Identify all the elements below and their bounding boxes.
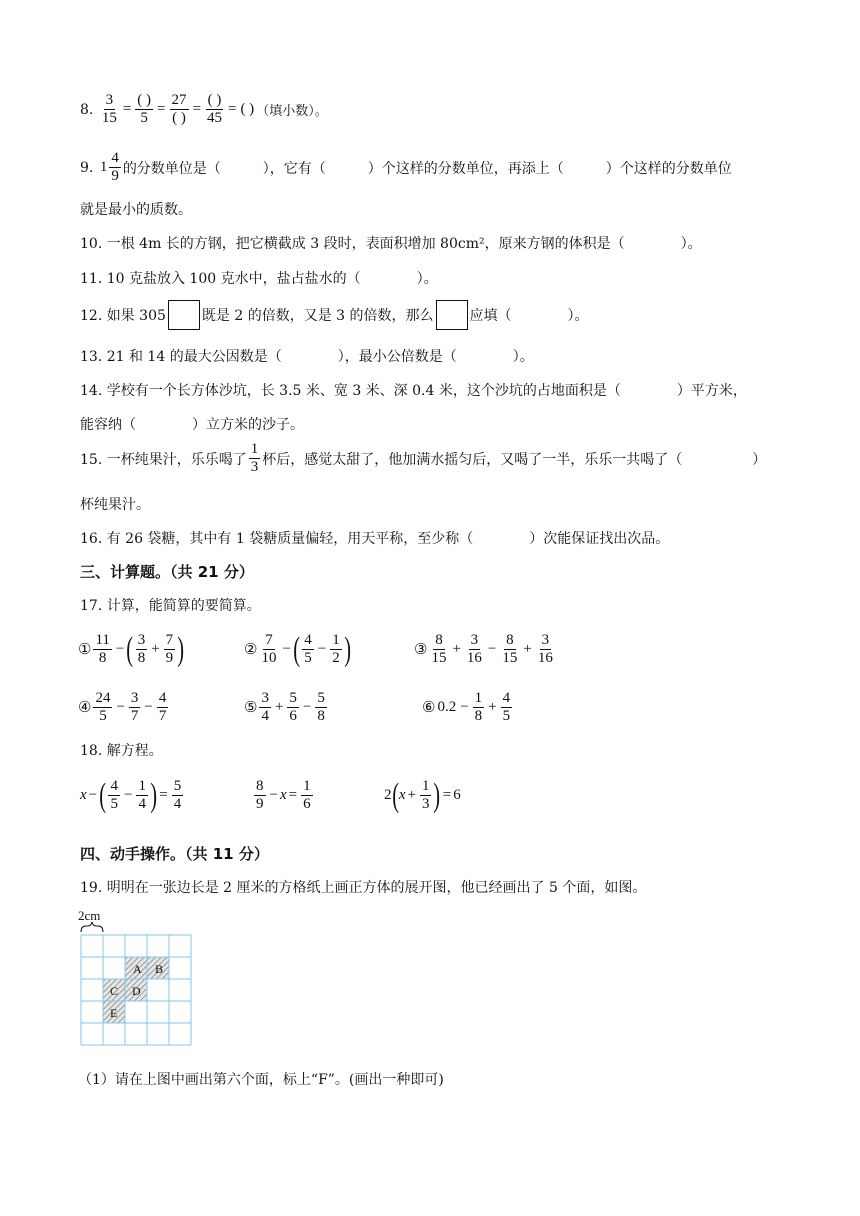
variable: x	[279, 787, 287, 803]
item-marker: ②	[244, 642, 258, 658]
fraction: $\frac{4}{9}$	[111, 150, 119, 184]
coefficient: 2	[384, 787, 392, 803]
result-value: 6	[453, 787, 461, 803]
fraction: $\frac{( )}{5}$	[137, 92, 152, 126]
question-15-line2	[80, 494, 150, 514]
fraction: $\frac{4}{5}$	[304, 632, 312, 666]
question-17	[80, 595, 261, 615]
fraction: $\frac{1}{3}$	[421, 778, 430, 812]
equals-sign: =	[227, 101, 237, 117]
question-text: 的分数单位是（ ），它有（ ）个这样的分数单位，再添上（ ）个这样的分数单位	[122, 160, 732, 177]
calc-2: ② $\frac{7}{10}$ − ( $\frac{4}{5}$ − $\frac{1}{2}$ )	[244, 630, 351, 668]
calc-6: ⑥ 0.2 − $\frac{1}{8}$ + $\frac{4}{5}$	[422, 690, 511, 724]
question-13	[80, 346, 534, 366]
fraction: $\frac{7}{9}$	[165, 632, 174, 666]
label-a: A	[133, 962, 142, 976]
fraction: $\frac{5}{4}$	[173, 778, 182, 812]
grid-figure	[78, 908, 203, 1054]
question-text: 杯纯果汁。	[80, 497, 150, 513]
fraction: $\frac{7}{10}$	[261, 632, 277, 666]
item-marker: ⑤	[244, 700, 258, 716]
question-text: 15. 一杯纯果汁，乐乐喝了	[80, 451, 247, 468]
fraction: $\frac{5}{8}$	[317, 690, 325, 724]
question-text: 能容纳（ ）立方米的沙子。	[80, 417, 304, 433]
fraction: $\frac{3}{8}$	[137, 632, 146, 666]
question-19-part-1	[78, 1069, 444, 1089]
question-text: 12. 如果 305	[80, 308, 166, 324]
question-text: 应填（ ）。	[469, 308, 589, 324]
fraction: $\frac{24}{5}$	[95, 690, 111, 724]
fraction: $\frac{8}{9}$	[256, 778, 264, 812]
question-text: （1）请在上图中画出第六个面，标上“F”。(画出一种即可)	[78, 1072, 444, 1088]
fraction: $\frac{4}{5}$	[502, 690, 511, 724]
calc-3: ③ $\frac{8}{15}$ + $\frac{3}{16}$ − $\frac{8}{15}$ + $\frac{3}{16}$	[414, 632, 553, 666]
question-10	[80, 233, 702, 253]
fraction: $\frac{3}{15}$	[101, 92, 117, 126]
question-text: 16. 有 26 袋糖，其中有 1 袋糖质量偏轻，用天平称，至少称（ ）次能保证找出次品。	[80, 531, 670, 547]
question-11	[80, 268, 438, 288]
question-number: 8.	[80, 101, 94, 118]
decimal-term: 0.2	[437, 699, 457, 715]
fraction: $\frac{( )}{45}$	[206, 92, 222, 126]
fraction: $\frac{27}{( )}$	[171, 92, 187, 126]
item-marker: ④	[78, 700, 92, 716]
question-16	[80, 528, 669, 548]
answer-box[interactable]	[436, 300, 468, 330]
cube-net-grid[interactable]	[78, 908, 203, 1050]
equals-sign: =	[122, 101, 132, 117]
question-18	[80, 740, 163, 760]
question-text: 11. 10 克盐放入 100 克水中，盐占盐水的（ ）。	[80, 271, 438, 287]
question-text: 13. 21 和 14 的最大公因数是（ ），最小公倍数是（ ）。	[80, 349, 534, 365]
question-text: 10. 一根 4m 长的方钢，把它横截成 3 段时，表面积增加 80cm²，原来方钢的体积是（ ）。	[80, 236, 702, 252]
section-heading: 四、动手操作。（共 11 分）	[80, 845, 269, 863]
fraction: $\frac{1}{8}$	[474, 690, 483, 724]
equation-3: 2 ( x + $\frac{1}{3}$ ) = 6	[384, 776, 461, 814]
equation-2: $\frac{8}{9}$ − x = $\frac{1}{6}$	[256, 778, 311, 812]
calc-5: ⑤ $\frac{3}{4}$ + $\frac{5}{6}$ − $\frac{5}{8}$	[244, 690, 325, 724]
question-text: 杯后，感觉太甜了，他加满水摇匀后，又喝了一半，乐乐一共喝了（ ）	[262, 451, 767, 468]
scale-label: 2cm	[78, 908, 101, 923]
fraction: $\frac{1}{3}$	[250, 441, 259, 475]
fraction: $\frac{1}{2}$	[332, 632, 340, 666]
question-text: 就是最小的质数。	[80, 202, 192, 218]
question-text: 14. 学校有一个长方体沙坑，长 3.5 米、宽 3 米、深 0.4 米，这个沙坑的占地面积是（ ）平方米，	[80, 383, 747, 399]
label-e: E	[110, 1006, 118, 1020]
question-9	[80, 150, 732, 185]
answer-box[interactable]	[168, 300, 200, 330]
question-12	[80, 300, 589, 330]
fraction: $\frac{8}{15}$	[431, 632, 447, 666]
question-9-line2	[80, 199, 192, 219]
equals-sign: =	[157, 101, 166, 117]
fraction: $\frac{8}{15}$	[502, 632, 518, 666]
equation-1: x − ( $\frac{4}{5}$ − $\frac{1}{4}$ ) = $\frac{5}{4}$	[80, 776, 182, 814]
answer-blank[interactable]: ( )	[240, 101, 255, 117]
question-text: 17. 计算，能简算的要简算。	[80, 598, 261, 614]
equals-sign: =	[192, 101, 201, 117]
item-marker: ①	[78, 642, 92, 658]
fraction: $\frac{4}{7}$	[158, 690, 167, 724]
question-text: 18. 解方程。	[80, 743, 163, 759]
scale-brace	[81, 922, 103, 932]
question-14	[80, 380, 747, 400]
question-14-line2	[80, 414, 304, 434]
question-text: 19. 明明在一张边长是 2 厘米的方格纸上画正方体的展开图，他已经画出了 5 个面，如图。	[80, 880, 647, 896]
question-19	[80, 877, 646, 897]
fraction: $\frac{1}{6}$	[303, 778, 311, 812]
variable: x	[80, 787, 87, 803]
fraction: $\frac{3}{4}$	[261, 690, 269, 724]
label-d: D	[132, 984, 141, 998]
question-text: （填小数）。	[256, 104, 328, 119]
fraction: $\frac{4}{5}$	[110, 778, 118, 812]
fraction: $\frac{11}{8}$	[95, 632, 110, 666]
label-c: C	[110, 984, 119, 998]
calc-4: ④ $\frac{24}{5}$ − $\frac{3}{7}$ − $\frac{4}{7}$	[78, 690, 167, 724]
question-number: 9.	[80, 159, 94, 176]
fraction: $\frac{3}{16}$	[537, 632, 553, 666]
question-8	[80, 92, 328, 127]
variable: x	[398, 787, 406, 803]
fraction: $\frac{1}{4}$	[138, 778, 146, 812]
fraction: $\frac{5}{6}$	[289, 690, 297, 724]
section-heading: 三、计算题。（共 21 分）	[80, 563, 254, 581]
item-marker: ③	[414, 642, 428, 658]
fraction: $\frac{3}{7}$	[130, 690, 139, 724]
item-marker: ⑥	[422, 700, 436, 716]
fraction: $\frac{3}{16}$	[466, 632, 482, 666]
calc-1: ① $\frac{11}{8}$ − ( $\frac{3}{8}$ + $\frac{7}{9}$ )	[78, 630, 185, 668]
question-text: 既是 2 的倍数，又是 3 的倍数，那么	[201, 308, 434, 324]
label-b: B	[155, 962, 164, 976]
mixed-number-whole: 1	[99, 159, 108, 175]
question-15	[80, 441, 766, 476]
